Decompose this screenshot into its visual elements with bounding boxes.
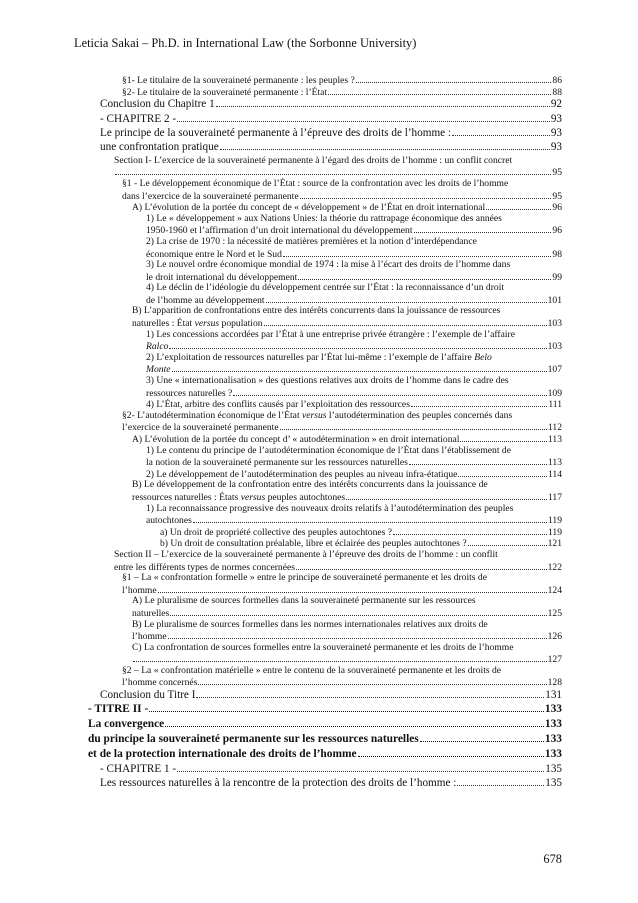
toc-entry-title: du principe la souveraineté permanente sur les ressources naturelles [88, 733, 419, 746]
toc-entry-page: 124 [547, 584, 562, 596]
toc-entry-title: C) La confrontation de sources formelles entre la souveraineté permanente et les droits de l’homme [132, 641, 514, 653]
toc-entry[interactable] [0, 410, 562, 422]
toc-entry-title: Conclusion du Chapitre 1 [100, 98, 215, 111]
toc-entry[interactable] [0, 676, 562, 688]
dot-leader [409, 456, 547, 465]
toc-entry[interactable] [0, 126, 562, 140]
toc-entry[interactable] [0, 112, 562, 126]
dot-leader [452, 127, 550, 136]
toc-entry-title: 2) L’exploitation de ressources naturelles par l’État lui-même : l’exemple de l’affaire Belo [146, 351, 492, 363]
toc-entry[interactable] [0, 317, 562, 329]
toc-entry-page: 93 [550, 112, 562, 125]
toc-entry-page: 119 [547, 515, 562, 526]
toc-entry[interactable] [0, 479, 562, 491]
toc-entry[interactable] [0, 776, 562, 790]
toc-entry-title: Les ressources naturelles à la rencontre de la protection des droits de l’homme : [100, 777, 457, 790]
toc-entry-title: la notion de la souveraineté permanente sur les ressources naturelles [146, 457, 408, 468]
toc-entry[interactable] [0, 236, 562, 248]
toc-entry[interactable] [0, 607, 562, 619]
dot-leader [414, 224, 552, 233]
toc-entry[interactable] [0, 201, 562, 213]
toc-entry[interactable] [0, 178, 562, 190]
toc-entry-title: de l’homme au développement [146, 294, 265, 306]
running-header: Leticia Sakai – Ph.D. in International Law (the Sorbonne University) [74, 36, 417, 50]
dot-leader [300, 190, 552, 199]
toc-entry-page: 93 [550, 126, 562, 139]
toc-entry-page: 103 [547, 341, 562, 352]
toc-entry-title: Le principe de la souveraineté permanente à l’épreuve des droits de l’homme : [100, 126, 452, 139]
toc-entry-title: 1950-1960 et l’affirmation d’un droit international du développement [146, 225, 413, 236]
toc-entry-title: 1) Les concessions accordées par l’État à une entreprise privée étrangère : l’exemple de l’affaire [146, 328, 515, 340]
dot-leader [283, 248, 552, 257]
toc-entry-page: 112 [547, 422, 562, 433]
toc-entry-title: économique entre le Nord et le Sud [146, 248, 282, 260]
toc-entry[interactable] [0, 642, 562, 654]
dot-leader [220, 141, 550, 150]
page-number: 678 [543, 852, 562, 866]
toc-entry[interactable] [0, 595, 562, 607]
toc-entry-title: 2) Le développement de l’autodétermination des peuples au niveau infra-étatique [146, 468, 458, 480]
dot-leader [457, 777, 544, 786]
dot-leader [198, 676, 546, 685]
dot-leader [280, 421, 547, 430]
toc-entry[interactable] [0, 86, 562, 98]
toc-entry[interactable] [0, 526, 562, 538]
toc-entry-title: §2- Le titulaire de la souveraineté permanente : l’État [122, 86, 328, 98]
toc-entry-title: Monte [146, 364, 171, 376]
toc-entry-title: La convergence [88, 718, 165, 731]
toc-entry-title: et de la protection internationale des droits de l’homme [88, 747, 357, 760]
toc-entry[interactable] [0, 282, 562, 294]
toc-entry[interactable] [0, 97, 562, 111]
toc-entry[interactable] [0, 375, 562, 387]
dot-leader [411, 398, 547, 407]
toc-entry-title: §2 – La « confrontation matérielle » entre le contenu de la souveraineté permanente et les droits de [122, 664, 502, 676]
dot-leader [264, 317, 547, 326]
table-of-contents [0, 74, 638, 790]
dot-leader [458, 468, 547, 477]
toc-entry-title: autochtones [146, 515, 192, 526]
dot-leader [298, 271, 551, 280]
toc-entry[interactable] [0, 340, 562, 352]
dot-leader [266, 294, 547, 303]
toc-entry[interactable] [0, 702, 562, 717]
dot-leader [358, 748, 544, 757]
toc-entry-title: §1- Le titulaire de la souveraineté permanente : les peuples ? [122, 75, 355, 86]
toc-entry-page: 114 [547, 468, 562, 480]
dot-leader [233, 387, 546, 396]
toc-entry[interactable] [0, 433, 562, 445]
toc-entry[interactable] [0, 190, 562, 202]
toc-entry-page: 126 [547, 631, 562, 642]
toc-entry[interactable] [0, 140, 562, 154]
toc-entry-page: 103 [547, 318, 562, 329]
toc-entry-page: 133 [544, 747, 562, 760]
toc-entry-page: 135 [545, 777, 562, 790]
dot-leader [169, 340, 546, 349]
toc-entry[interactable] [0, 352, 562, 364]
toc-entry-page: 113 [547, 457, 562, 468]
toc-entry-page: 128 [547, 677, 562, 689]
toc-entry[interactable] [0, 398, 562, 410]
toc-entry-title: ressources naturelles : États versus peuples autochtones [132, 491, 346, 503]
toc-entry[interactable] [0, 717, 562, 732]
toc-entry[interactable] [0, 224, 562, 236]
dot-leader [346, 491, 547, 500]
toc-entry-page: 95 [552, 190, 562, 202]
toc-entry-page: 131 [545, 689, 562, 702]
toc-entry[interactable] [0, 732, 562, 747]
toc-entry-page: 133 [544, 718, 562, 731]
toc-entry-page: 111 [548, 399, 562, 410]
toc-entry-page: 88 [552, 86, 562, 98]
toc-entry[interactable] [0, 584, 562, 596]
toc-entry[interactable] [0, 271, 562, 283]
toc-entry-title: l’homme [122, 584, 157, 596]
dot-leader [115, 166, 551, 175]
toc-entry-page: 96 [552, 202, 562, 213]
toc-entry[interactable] [0, 572, 562, 584]
toc-entry[interactable] [0, 387, 562, 399]
toc-entry-page: 121 [547, 538, 562, 549]
toc-entry[interactable] [0, 456, 562, 468]
toc-entry-page: 98 [552, 248, 562, 260]
toc-entry-title: 1) Le contenu du principe de l’autodétermination économique de l’État dans l’établissement de [146, 444, 511, 456]
dot-leader [296, 561, 547, 570]
toc-entry-title: naturelles [132, 607, 170, 619]
toc-entry[interactable] [0, 363, 562, 375]
toc-entry-title: ressources naturelles ? [146, 387, 233, 399]
toc-entry[interactable] [0, 491, 562, 503]
toc-entry-title: b) Un droit de consultation préalable, libre et éclairée des peuples autochtones ? [160, 538, 467, 549]
toc-entry-page: 135 [545, 762, 562, 775]
toc-entry-page: 92 [550, 98, 562, 111]
toc-entry[interactable] [0, 259, 562, 271]
toc-entry[interactable] [0, 155, 562, 167]
dot-leader [133, 653, 547, 662]
dot-leader [149, 703, 544, 712]
toc-entry-title: A) L’évolution de la portée du concept de « développement » de l’État en droit international [132, 202, 486, 213]
toc-entry[interactable] [0, 665, 562, 677]
toc-entry-page: 122 [547, 561, 562, 573]
dot-leader [193, 514, 547, 523]
toc-entry-page: 86 [552, 75, 562, 86]
toc-entry-page: 127 [547, 654, 562, 665]
toc-entry-title: l’exercice de la souveraineté permanente [122, 422, 279, 433]
toc-entry-title: §1 - Le développement économique de l’État : source de la confrontation avec les droits de l’homme [122, 177, 509, 189]
dot-leader [177, 763, 544, 772]
toc-entry[interactable] [0, 503, 562, 515]
toc-entry-page: 125 [547, 607, 562, 619]
toc-entry-page: 93 [550, 141, 562, 154]
dot-leader [172, 363, 547, 372]
toc-entry[interactable] [0, 74, 562, 86]
dot-leader [216, 98, 550, 107]
toc-entry-title: §2- L’autodétermination économique de l’État versus l’autodétermination des peuples concernés dans [122, 409, 513, 421]
toc-entry-page: 95 [552, 167, 562, 178]
dot-leader [468, 537, 547, 546]
toc-entry[interactable] [0, 329, 562, 341]
toc-entry[interactable] [0, 445, 562, 457]
toc-entry[interactable] [0, 653, 562, 665]
toc-entry-title: - CHAPITRE 2 - [100, 112, 177, 125]
dot-leader [168, 630, 547, 639]
toc-entry[interactable] [0, 166, 562, 178]
toc-entry-title: 4) Le déclin de l’idéologie du développement centrée sur l’État : la reconnaissance d’un droit [146, 282, 505, 294]
toc-entry[interactable] [0, 294, 562, 306]
toc-entry-title: §1 – La « confrontation formelle » entre le principe de souveraineté permanente et les droits de [122, 572, 487, 584]
toc-entry-title: l’homme [132, 631, 167, 642]
dot-leader [177, 113, 550, 122]
toc-entry-title: 1) La reconnaissance progressive des nouveaux droits relatifs à l’autodétermination des peuples [146, 502, 514, 514]
toc-entry[interactable] [0, 762, 562, 776]
toc-entry-page: 113 [547, 434, 562, 445]
toc-entry-title: Ralco [146, 341, 169, 352]
toc-entry-title: entre les différents types de normes concernées [114, 561, 295, 573]
toc-entry-title: Conclusion du Titre I [100, 689, 196, 702]
toc-entry-title: B) L’apparition de confrontations entre des intérêts concurrents dans la jouissance de ressources [132, 305, 501, 317]
toc-entry-page: 133 [544, 733, 562, 746]
dot-leader [393, 526, 547, 535]
toc-entry[interactable] [0, 549, 562, 561]
toc-entry-title: 1) Le « développement » aux Nations Unies: la théorie du rattrapage économique des années [146, 212, 502, 224]
toc-entry-page: 96 [552, 225, 562, 236]
toc-entry[interactable] [0, 468, 562, 480]
toc-entry[interactable] [0, 688, 562, 702]
toc-entry[interactable] [0, 747, 562, 762]
toc-entry-page: 133 [544, 703, 562, 716]
toc-entry-page: 99 [552, 271, 562, 283]
toc-entry-title: A) Le pluralisme de sources formelles dans la souveraineté permanente sur les ressources [132, 595, 476, 607]
toc-entry[interactable] [0, 248, 562, 260]
toc-entry-title: 3) Une « internationalisation » des questions relatives aux droits de l’homme dans le cadre des [146, 375, 509, 387]
toc-entry[interactable] [0, 514, 562, 526]
toc-entry-title: l’homme concernés [122, 677, 198, 689]
toc-entry-title: naturelles : État versus population [132, 318, 263, 329]
toc-entry-title: le droit international du développement [146, 271, 298, 283]
toc-entry-page: 101 [547, 294, 562, 306]
toc-entry[interactable] [0, 619, 562, 631]
toc-entry[interactable] [0, 561, 562, 573]
toc-entry-title: B) Le développement de la confrontation entre des intérêts concurrents dans la jouissance de [132, 479, 488, 491]
toc-entry-title: Section I- L’exercice de la souveraineté permanente à l’égard des droits de l’homme : un conflit concret [114, 154, 513, 166]
toc-entry[interactable] [0, 537, 562, 549]
toc-entry-title: dans l’exercice de la souveraineté permanente [122, 190, 299, 202]
dot-leader [196, 689, 544, 698]
dot-leader [420, 733, 544, 742]
dot-leader [158, 584, 547, 593]
dot-leader [460, 433, 547, 442]
toc-entry[interactable] [0, 305, 562, 317]
toc-entry-title: B) Le pluralisme de sources formelles dans les normes internationales relatives aux droits de [132, 618, 488, 630]
toc-entry[interactable] [0, 213, 562, 225]
toc-entry-title: - TITRE II - [88, 703, 149, 716]
dot-leader [486, 201, 551, 210]
toc-entry[interactable] [0, 421, 562, 433]
toc-entry-title: - CHAPITRE 1 - [100, 762, 177, 775]
toc-entry-title: a) Un droit de propriété collective des peuples autochtones ? [160, 526, 393, 538]
toc-entry-page: 107 [547, 364, 562, 376]
toc-entry-title: 2) La crise de 1970 : la nécessité de matières premières et la notion d’interdépendance [146, 235, 477, 247]
toc-entry-title: Section II – L’exercice de la souveraineté permanente à l’épreuve des droits de l’homme : un conflit [114, 548, 498, 560]
toc-entry[interactable] [0, 630, 562, 642]
toc-entry-title: une confrontation pratique [100, 141, 219, 154]
toc-entry-title: A) L’évolution de la portée du concept d’ « autodétermination » en droit international [132, 434, 460, 445]
dot-leader [328, 86, 551, 95]
toc-entry-page: 117 [547, 491, 562, 503]
dot-leader [165, 718, 544, 727]
toc-entry-page: 119 [547, 526, 562, 538]
toc-entry-title: 3) Le nouvel ordre économique mondial de 1974 : la mise à l’écart des droits de l’homme dans [146, 259, 511, 271]
toc-entry-title: 4) L’État, arbitre des conflits causés par l’exploitation des ressources [146, 399, 410, 410]
toc-entry-page: 109 [547, 387, 562, 399]
dot-leader [170, 607, 546, 616]
dot-leader [356, 74, 552, 83]
